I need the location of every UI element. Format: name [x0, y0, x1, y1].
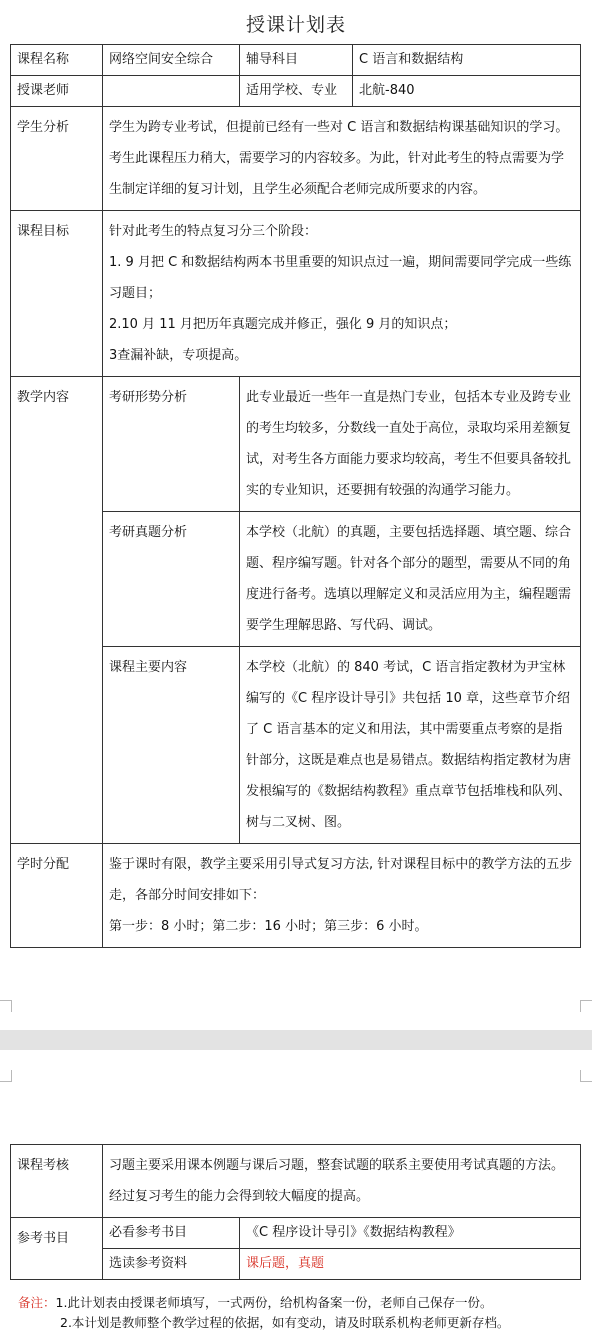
references-label: 参考书目: [11, 1218, 103, 1280]
course-goal-row: [11, 211, 581, 377]
student-analysis-text: 学生为跨专业考试，但提前已经有一些对 C 语言和数据结构课基础知识的学习。考生此课程压力稍大，需要学习的内容较多。为此，针对此考生的特点需要为学生制定详细的复习计划，且学生必须配合老师完成所要求的内容。: [103, 107, 581, 211]
notes-text-1: 1.此计划表由授课老师填写，一式两份，给机构备案一份，老师自己保存一份。: [55, 1295, 493, 1310]
notes-line-2: [60, 1313, 509, 1333]
school-label: 适用学校、专业: [240, 76, 353, 107]
page-corner-mark: [0, 1070, 12, 1082]
past-exam-label: 考研真题分析: [103, 512, 240, 647]
required-books-row: [11, 1218, 581, 1249]
subject-value: C 语言和数据结构: [353, 45, 581, 76]
course-goal-line: 1. 9 月把 C 和数据结构两本书里重要的知识点过一遍，期间需要同学完成一些练习题目；: [109, 255, 572, 301]
past-exam-text: 本学校（北航）的真题，主要包括选择题、填空题、综合题、程序编写题。针对各个部分的题型，需要从不同的角度进行备考。选填以理解定义和灵活应用为主，编程题需要学生理解思路、写代码、调试。: [240, 512, 581, 647]
teacher-row: [11, 76, 581, 107]
exam-situation-label: 考研形势分析: [103, 377, 240, 512]
main-content-label: 课程主要内容: [103, 647, 240, 844]
teacher-label: 授课老师: [11, 76, 103, 107]
course-info-row: [11, 45, 581, 76]
time-allocation-row: [11, 844, 581, 948]
notes-text-2: 2.本计划是教师整个教学过程的依据，如有变动，请及时联系机构老师更新存档。: [60, 1315, 510, 1330]
course-name-value: 网络空间安全综合: [103, 45, 240, 76]
page-break: [0, 1030, 592, 1050]
page-corner-mark: [0, 1000, 12, 1012]
time-allocation-content: [103, 844, 581, 948]
teaching-content-row: [11, 377, 581, 512]
student-analysis-label: 学生分析: [11, 107, 103, 211]
assessment-label: 课程考核: [11, 1145, 103, 1218]
course-goal-label: 课程目标: [11, 211, 103, 377]
course-goal-line: 3查漏补缺，专项提高。: [109, 348, 248, 363]
required-books-value: 《C 程序设计导引》《数据结构教程》: [240, 1218, 581, 1249]
student-analysis-row: [11, 107, 581, 211]
page-corner-mark: [580, 1000, 592, 1012]
time-allocation-label: 学时分配: [11, 844, 103, 948]
assessment-row: [11, 1145, 581, 1218]
course-goal-line: 针对此考生的特点复习分三个阶段：: [109, 224, 318, 239]
document-title: 授课计划表: [245, 14, 346, 36]
time-allocation-line: 鉴于课时有限，教学主要采用引导式复习方法, 针对课程目标中的教学方法的五步走，各部分时间安排如下：: [109, 857, 573, 903]
plan-table-continued: [10, 1144, 581, 1280]
course-goal-content: [103, 211, 581, 377]
optional-materials-value: 课后题，真题: [240, 1249, 581, 1280]
plan-table: [10, 44, 581, 948]
course-name-label: 课程名称: [11, 45, 103, 76]
course-goal-line: 2.10 月 11 月把历年真题完成并修正，强化 9 月的知识点；: [109, 317, 457, 332]
notes-label: 备注：: [18, 1295, 56, 1310]
notes-line-1: [18, 1293, 492, 1313]
exam-situation-text: 此专业最近一些年一直是热门专业，包括本专业及跨专业的考生均较多，分数线一直处于高位，录取均采用差额复试，对考生各方面能力要求均较高，考生不但要具备较扎实的专业知识，还要拥有较强的沟通学习能力。: [240, 377, 581, 512]
time-allocation-line: 第一步：8 小时；第二步：16 小时；第三步：6 小时。: [109, 919, 428, 934]
page-corner-mark: [580, 1070, 592, 1082]
teaching-content-label: 教学内容: [11, 377, 103, 844]
subject-label: 辅导科目: [240, 45, 353, 76]
school-value: 北航-840: [353, 76, 581, 107]
assessment-text: 习题主要采用课本例题与课后习题，整套试题的联系主要使用考试真题的方法。经过复习考生的能力会得到较大幅度的提高。: [103, 1145, 581, 1218]
teacher-value: [103, 76, 240, 107]
optional-materials-label: 选读参考资料: [103, 1249, 240, 1280]
main-content-text: 本学校（北航）的 840 考试，C 语言指定教材为尹宝林编写的《C 程序设计导引》共包括 10 章，这些章节介绍了 C 语言基本的定义和用法，其中需要重点考察的是指针部分，这既是难点也是易错点。数据结构指定教材为唐发根编写的《数据结构教程》重点章节包括堆栈和队列、树与二叉树、图。: [240, 647, 581, 844]
required-books-label: 必看参考书目: [103, 1218, 240, 1249]
